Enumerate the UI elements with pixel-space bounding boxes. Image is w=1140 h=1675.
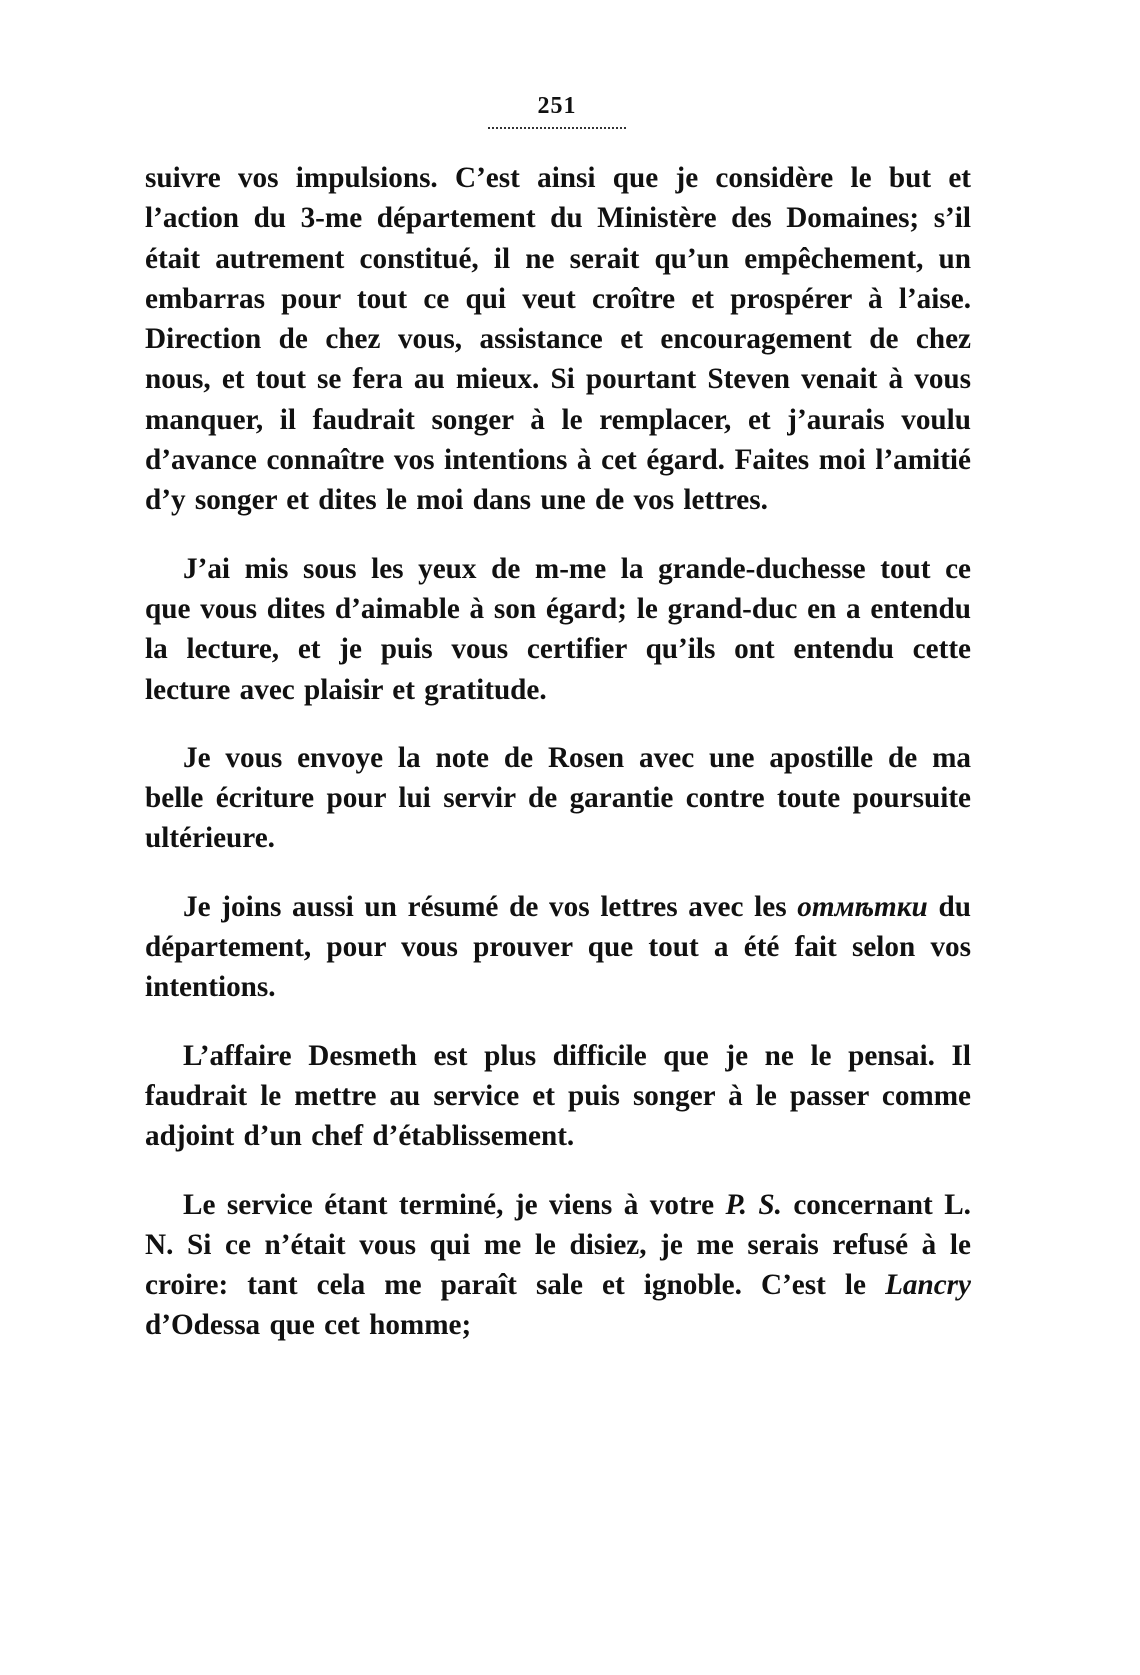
page-header xyxy=(488,92,626,129)
paragraph-6-part-2: concernant L. N. Si ce n’était vous qui me le disiez, je me serais refusé à le croire: tant cela me paraît sale et ignoble. C’est le xyxy=(145,1188,971,1302)
paragraph-6-italic-name: Lancry xyxy=(885,1269,971,1302)
body-text xyxy=(145,158,971,1346)
page-number-ornament-rule xyxy=(488,122,626,129)
paragraph-3: Je vous envoye la note de Rosen avec une apostille de ma belle écriture pour lui servir de garantie contre toute poursuite ultérieure. xyxy=(145,741,971,855)
paragraph-6-part-1: Le service étant terminé, je viens à votre xyxy=(183,1188,726,1221)
page-number: 251 xyxy=(537,93,577,119)
paragraph-6-part-3: d’Odessa que cet homme; xyxy=(145,1309,472,1342)
paragraph-6 xyxy=(145,1185,971,1346)
paragraph-5: L’affaire Desmeth est plus difficile que je ne le pensai. Il faudrait le mettre au service et puis songer à le passer comme adjoint d’un chef d’établissement. xyxy=(145,1039,971,1153)
paragraph-6-italic-ps: P. S. xyxy=(725,1188,782,1221)
paragraph-2: J’ai mis sous les yeux de m-me la grande-duchesse tout ce que vous dites d’aimable à son égard; le grand-duc en a entendu la lecture, et je puis vous certifier qu’ils ont entendu cette lecture avec plaisir et gratitude. xyxy=(145,552,971,706)
paragraph-1: suivre vos impulsions. C’est ainsi que je considère le but et l’action du 3-me département du Ministère des Domaines; s’il était autrement constitué, il ne serait qu’un empêchement, un embarras pour tout ce qui veut croître et prospérer à l’aise. Direction de chez vous, assistance et encouragement de chez nous, et tout se fera au mieux. Si pourtant Steven venait à vous manquer, il faudrait songer à le remplacer, et j’aurais voulu d’avance connaître vos intentions à cet égard. Faites moi l’amitié d’y songer et dites le moi dans une de vos lettres. xyxy=(145,162,971,517)
paragraph-4-text-before: Je joins aussi un résumé de vos lettres avec les xyxy=(183,890,798,923)
paragraph-4-italic-term: отмѣтки xyxy=(797,890,928,923)
paragraph-4-text-after: du département, pour vous prouver que tout a été fait selon vos intentions. xyxy=(145,890,971,1004)
paragraph-4 xyxy=(145,887,971,1008)
